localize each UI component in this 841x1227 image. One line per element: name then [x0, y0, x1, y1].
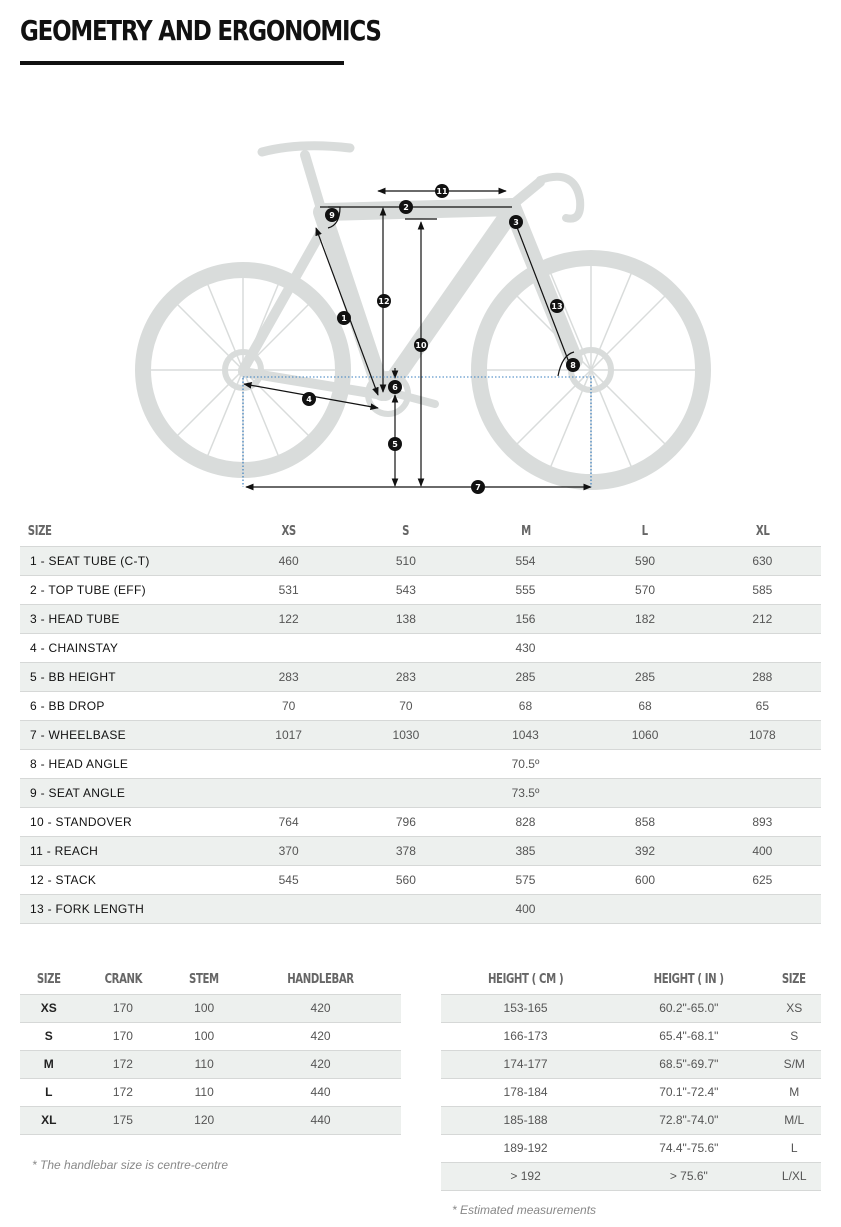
measurement-value: 122	[278, 611, 299, 626]
measurement-value: 1060	[631, 727, 659, 742]
size-cell: S	[790, 1029, 799, 1043]
sizing-row	[441, 1050, 821, 1078]
sizing-header-row	[441, 966, 821, 994]
marker-9	[325, 208, 339, 222]
size-cell: L/XL	[781, 1169, 807, 1183]
measurement-label: 4 - CHAINSTAY	[30, 640, 119, 655]
recommended-size-header: SIZE	[782, 972, 807, 988]
measurement-value: 600	[635, 872, 656, 887]
measurement-value: 70	[399, 698, 413, 713]
measurement-label: 5 - BB HEIGHT	[30, 669, 116, 684]
measurement-value: 585	[752, 582, 773, 597]
measurement-value	[230, 749, 347, 778]
components-row	[20, 1106, 401, 1134]
measurement-value: 1017	[275, 727, 302, 742]
component-value: 175	[112, 1113, 133, 1127]
height-cm-cell: 166-173	[503, 1029, 548, 1043]
geometry-row	[20, 633, 821, 662]
size-cell: XS	[40, 1001, 57, 1015]
seatpost	[305, 155, 322, 212]
sizing-row	[441, 1106, 821, 1134]
size-l-header: L	[641, 523, 649, 539]
measurement-value: 70	[281, 698, 296, 713]
measurement-value: 531	[278, 582, 299, 597]
measurement-value: 575	[515, 872, 536, 887]
stem-header: STEM	[189, 972, 220, 988]
measurement-value: 858	[635, 814, 656, 829]
sizing-row	[441, 1162, 821, 1190]
component-value: 100	[194, 1001, 215, 1015]
measurement-value: 70.5º	[511, 756, 540, 771]
measurement-value: 796	[395, 814, 416, 829]
measurement-value: 182	[635, 611, 656, 626]
geometry-row	[20, 691, 821, 720]
component-value: 420	[310, 1029, 331, 1043]
height-cm-cell: 189-192	[503, 1141, 548, 1155]
measurement-value	[347, 633, 464, 662]
measurement-value: 138	[395, 611, 416, 626]
marker-6	[388, 380, 402, 394]
size-xl-header: XL	[755, 523, 770, 539]
components-table	[20, 966, 401, 1135]
measurement-label: 12 - STACK	[30, 872, 97, 887]
size-xs-header: XS	[281, 523, 296, 539]
sizing-table	[441, 966, 821, 1191]
measurement-value: 625	[752, 872, 773, 887]
measurement-label: 3 - HEAD TUBE	[30, 611, 120, 626]
page-title: GEOMETRY AND ERGONOMICS	[20, 14, 381, 47]
size-cell: L	[45, 1085, 53, 1099]
measurement-value	[704, 633, 821, 662]
height-in-cell: 72.8"-74.0"	[659, 1113, 719, 1127]
measurement-label: 7 - WHEELBASE	[30, 727, 126, 742]
height-cm-cell: 185-188	[503, 1113, 548, 1127]
height-cm-cell: > 192	[510, 1169, 541, 1183]
size-header: SIZE	[27, 523, 52, 539]
measurement-value: 590	[635, 553, 656, 568]
measurement-value	[586, 778, 703, 807]
measurement-value: 73.5º	[511, 785, 540, 800]
measurement-value: 400	[752, 843, 773, 858]
height-cm-header: HEIGHT ( CM )	[487, 972, 564, 988]
fork-line	[515, 222, 570, 365]
measurement-label: 10 - STANDOVER	[30, 814, 132, 829]
size-cell: XL	[41, 1113, 57, 1127]
geometry-row	[20, 604, 821, 633]
sizing-row	[441, 1078, 821, 1106]
measurement-value	[704, 894, 821, 923]
measurement-value	[230, 778, 347, 807]
measurement-value: 288	[752, 669, 773, 684]
measurement-value: 400	[515, 901, 536, 916]
svg-text:6: 6	[392, 383, 398, 392]
measurement-value: 764	[278, 814, 299, 829]
measurement-value	[347, 894, 464, 923]
measurement-value: 828	[515, 814, 536, 829]
size-cell: S	[44, 1029, 53, 1043]
svg-text:10: 10	[415, 341, 427, 350]
height-in-header: HEIGHT ( IN )	[653, 972, 724, 988]
svg-text:4: 4	[306, 395, 312, 404]
component-value: 170	[112, 1029, 133, 1043]
geometry-row	[20, 894, 821, 923]
handlebar-note: * The handlebar size is centre-centre	[32, 1158, 229, 1172]
marker-8	[566, 358, 580, 372]
svg-text:9: 9	[329, 211, 335, 220]
measurement-value: 378	[395, 843, 416, 858]
component-value: 420	[310, 1001, 331, 1015]
svg-text:5: 5	[392, 440, 398, 449]
components-row	[20, 1078, 401, 1106]
component-value: 440	[310, 1113, 331, 1127]
measurement-value	[586, 894, 703, 923]
svg-text:12: 12	[378, 297, 390, 306]
bike-geometry-diagram	[0, 110, 841, 505]
geometry-row	[20, 865, 821, 894]
measurement-value: 543	[395, 582, 416, 597]
components-row	[20, 1050, 401, 1078]
geometry-row	[20, 807, 821, 836]
measurement-value: 545	[278, 872, 299, 887]
measurement-value: 1043	[512, 727, 539, 742]
measurement-value: 392	[635, 843, 656, 858]
measurement-value: 285	[515, 669, 536, 684]
components-row	[20, 994, 401, 1022]
size-s-header: S	[402, 523, 410, 539]
measurement-value: 460	[278, 553, 299, 568]
measurement-value: 370	[278, 843, 299, 858]
size-cell: M	[789, 1085, 800, 1099]
marker-10	[414, 338, 428, 352]
component-value: 110	[194, 1057, 214, 1071]
svg-text:13: 13	[551, 302, 563, 311]
marker-13	[550, 299, 564, 313]
svg-text:2: 2	[403, 203, 409, 212]
measurement-value	[586, 633, 703, 662]
marker-12	[377, 294, 391, 308]
marker-5	[388, 437, 402, 451]
geometry-table	[20, 517, 821, 924]
svg-text:8: 8	[570, 361, 576, 370]
measurement-value	[586, 749, 703, 778]
measurement-value: 510	[395, 553, 416, 568]
measurement-value: 283	[278, 669, 299, 684]
height-cm-cell: 178-184	[503, 1085, 548, 1099]
measurement-value: 283	[395, 669, 416, 684]
geometry-row	[20, 546, 821, 575]
handlebar-header: HANDLEBAR	[287, 972, 354, 988]
estimate-note: * Estimated measurements	[452, 1203, 597, 1217]
measurement-label: 6 - BB DROP	[30, 698, 105, 713]
crank	[390, 392, 435, 404]
component-value: 110	[194, 1085, 214, 1099]
svg-text:7: 7	[475, 483, 481, 492]
height-in-cell: 68.5"-69.7"	[659, 1057, 719, 1071]
height-cm-cell: 174-177	[503, 1057, 548, 1071]
svg-text:1: 1	[341, 314, 347, 323]
measurement-value: 156	[515, 611, 536, 626]
measurement-value	[704, 778, 821, 807]
height-in-cell: 70.1"-72.4"	[659, 1085, 719, 1099]
marker-1	[337, 311, 351, 325]
component-value: 440	[310, 1085, 331, 1099]
measurement-label: 8 - HEAD ANGLE	[30, 756, 129, 771]
component-value: 100	[194, 1029, 215, 1043]
measurement-value: 560	[395, 872, 416, 887]
geometry-row	[20, 836, 821, 865]
component-value: 170	[112, 1001, 133, 1015]
measurement-label: 9 - SEAT ANGLE	[30, 785, 126, 800]
measurement-value	[347, 778, 464, 807]
height-in-cell: 60.2"-65.0"	[659, 1001, 719, 1015]
comp-size-header: SIZE	[36, 972, 61, 988]
measurement-value: 65	[755, 698, 770, 713]
measurement-value: 68	[518, 698, 533, 713]
marker-3	[509, 215, 523, 229]
component-value: 172	[112, 1085, 133, 1099]
marker-4	[302, 392, 316, 406]
geometry-header-row	[20, 517, 821, 546]
measurement-value	[347, 749, 464, 778]
measurement-value: 630	[752, 553, 773, 568]
component-value: 120	[194, 1113, 215, 1127]
marker-2	[399, 200, 413, 214]
size-cell: M/L	[784, 1113, 805, 1127]
geometry-row	[20, 720, 821, 749]
measurement-value: 430	[515, 640, 536, 655]
sizing-row	[441, 1134, 821, 1162]
front-spokes	[487, 266, 695, 474]
measurement-value: 1078	[748, 727, 776, 742]
handlebar	[540, 177, 580, 219]
sizing-row	[441, 994, 821, 1022]
height-cm-cell: 153-165	[503, 1001, 548, 1015]
component-value: 420	[310, 1057, 331, 1071]
component-value: 172	[112, 1057, 133, 1071]
size-cell: XS	[786, 1001, 803, 1015]
measurement-value: 385	[515, 843, 536, 858]
components-header-row	[20, 966, 401, 994]
marker-11	[435, 184, 449, 198]
height-in-cell: 65.4"-68.1"	[659, 1029, 719, 1043]
measurement-value: 555	[515, 582, 536, 597]
title-underline	[20, 61, 344, 65]
measurement-value	[230, 894, 347, 923]
height-in-cell: 74.4"-75.6"	[659, 1141, 719, 1155]
size-cell: M	[43, 1057, 54, 1071]
measurement-value: 285	[635, 669, 656, 684]
measurement-value: 68	[638, 698, 652, 713]
measurement-label: 11 - REACH	[30, 843, 99, 858]
sizing-row	[441, 1022, 821, 1050]
geometry-row	[20, 662, 821, 691]
crank-header: CRANK	[104, 972, 142, 988]
marker-7	[471, 480, 485, 494]
measurement-value: 1030	[392, 727, 420, 742]
measurement-value: 570	[635, 582, 656, 597]
size-m-header: M	[520, 523, 531, 539]
measurement-value	[230, 633, 347, 662]
measurement-value	[704, 749, 821, 778]
geometry-row	[20, 778, 821, 807]
components-row	[20, 1022, 401, 1050]
size-cell: L	[790, 1141, 798, 1155]
measurement-label: 1 - SEAT TUBE (C-T)	[30, 553, 150, 568]
measurement-value: 554	[515, 553, 536, 568]
measurement-value: 893	[752, 814, 773, 829]
size-cell: S/M	[783, 1057, 805, 1071]
geometry-row	[20, 575, 821, 604]
frame	[322, 207, 574, 392]
svg-text:3: 3	[513, 218, 519, 227]
geometry-row	[20, 749, 821, 778]
stem	[512, 182, 540, 205]
measurement-label: 13 - FORK LENGTH	[30, 901, 145, 916]
svg-text:11: 11	[436, 187, 448, 196]
measurement-value: 212	[752, 611, 773, 626]
bike-silhouette	[143, 146, 703, 482]
height-in-cell: > 75.6"	[669, 1169, 708, 1183]
measurement-label: 2 - TOP TUBE (EFF)	[30, 582, 146, 597]
